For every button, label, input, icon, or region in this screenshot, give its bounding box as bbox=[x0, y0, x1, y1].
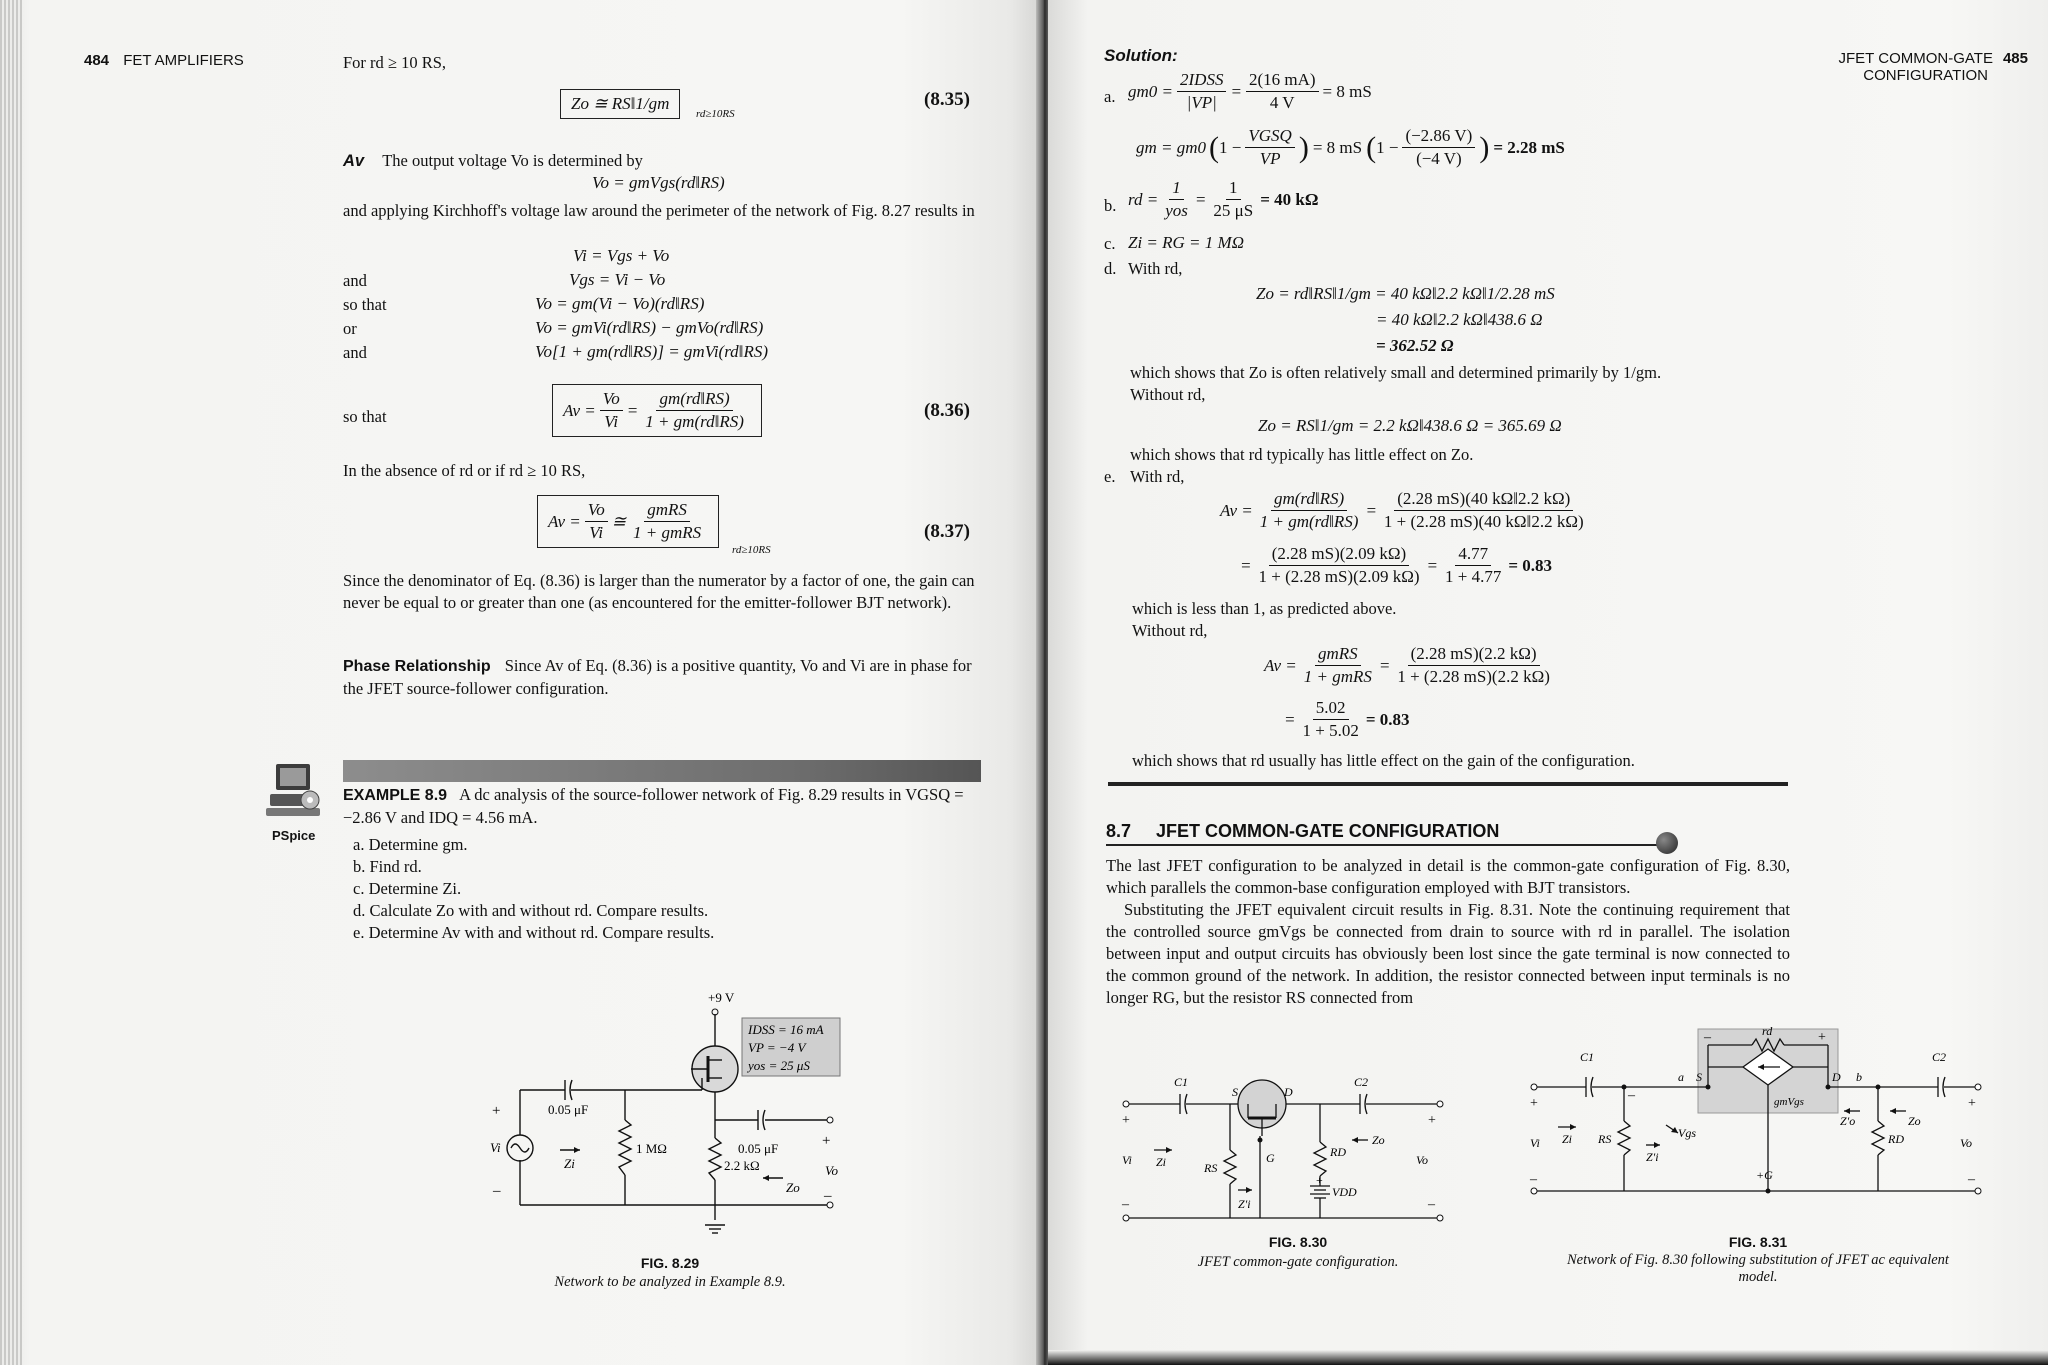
section-number: 8.7 bbox=[1106, 821, 1132, 841]
sol-d-line-1: Zo = rd‖RS‖1/gm = 40 kΩ‖2.2 kΩ‖1/2.28 mS bbox=[1256, 284, 1555, 303]
fig-8-29-r-source: 2.2 kΩ bbox=[724, 1158, 760, 1173]
fig-8-29-caption-text: Network to be analyzed in Example 8.9. bbox=[554, 1274, 786, 1290]
sol-e-eq1: Av = $\frac{gm(rd‖RS)}{1 + gm(rd‖RS)}$ = $\frac{(2.28 mS)(40 k\Omega‖2.2 k\Omega)}{1 + (2.28 mS)(40 k\Omega‖2.2 k\Omega)}$ bbox=[1220, 489, 1591, 532]
fig-8-29-plus: + bbox=[492, 1103, 501, 1119]
fig-8-30-plus: + bbox=[1122, 1113, 1130, 1128]
fig-8-30-zi: Zi bbox=[1156, 1155, 1167, 1169]
fig-8-31-source: gmVgs bbox=[1774, 1096, 1804, 1108]
example-item: b. Find rd. bbox=[353, 857, 422, 876]
fig-8-31-minus: – bbox=[1530, 1172, 1537, 1187]
eq-8-37-ratio-num: Vo bbox=[585, 500, 608, 522]
fig-8-29-out-minus: – bbox=[824, 1188, 832, 1204]
sol-e-eq1-n1: gm(rd‖RS) bbox=[1271, 489, 1347, 511]
sol-e-eq2-n2: 4.77 bbox=[1455, 544, 1491, 566]
fig-8-29-schematic bbox=[480, 990, 850, 1240]
derivation-eq: Vo[1 + gm(rd‖RS)] = gmVi(rd‖RS) bbox=[535, 342, 769, 361]
fig-8-31-plus: + bbox=[1530, 1096, 1538, 1111]
fig-8-31-vgs-minus: – bbox=[1628, 1088, 1635, 1103]
fig-8-31-c1: C1 bbox=[1580, 1050, 1595, 1064]
chapter-section-title: JFET COMMON-GATE bbox=[1838, 50, 1993, 67]
derivation-label: so that bbox=[343, 295, 387, 314]
sol-a-label: a. bbox=[1104, 87, 1116, 106]
sol-b-eq: rd = $\frac{1}{\text{yos}}$ = $\frac{1}{25 \mu S}$ = 40 kΩ bbox=[1128, 178, 1319, 220]
fig-8-31-out-minus: – bbox=[1968, 1172, 1975, 1187]
fig-8-29-out-plus: + bbox=[822, 1133, 831, 1149]
fig-8-29-vp: VP = −4 V bbox=[748, 1040, 806, 1055]
example-item: a. Determine gm. bbox=[353, 835, 468, 854]
chapter-title: FET AMPLIFIERS bbox=[123, 52, 244, 69]
fig-8-30-vo: Vo bbox=[1416, 1153, 1428, 1167]
chapter-section-title-2: CONFIGURATION bbox=[1863, 67, 1988, 84]
sol-b-result: = 40 kΩ bbox=[1260, 189, 1319, 209]
sol-e-eq4-result: = 0.83 bbox=[1365, 709, 1410, 729]
eq-8-37-box bbox=[537, 495, 719, 548]
fig-8-31-d: D bbox=[1832, 1070, 1841, 1084]
sol-b-d2: 25 μS bbox=[1213, 201, 1254, 220]
sol-e-eq1-lhs: Av = bbox=[1220, 500, 1253, 520]
eq-8-37-approx: ≅ bbox=[611, 511, 626, 531]
sol-c-eq: Zi = RG = 1 MΩ bbox=[1128, 233, 1244, 252]
sol-a-eq1-n1: 2IDSS bbox=[1177, 70, 1226, 92]
derivation-eq: Vi = Vgs + Vo bbox=[573, 246, 670, 265]
fig-8-31-zi2: Z′i bbox=[1646, 1150, 1659, 1164]
eq-8-36-ratio-num: Vo bbox=[600, 389, 623, 411]
page-edge bbox=[0, 0, 22, 1365]
sol-e-note2: which shows that rd usually has little effect on the gain of the configuration. bbox=[1132, 751, 1635, 770]
sol-c-label: c. bbox=[1104, 234, 1116, 253]
fig-8-30-zo: Zo bbox=[1372, 1133, 1385, 1147]
fig-8-31-s: S bbox=[1696, 1070, 1702, 1084]
sol-e-eq3-n2: (2.28 mS)(2.2 kΩ) bbox=[1408, 644, 1540, 666]
running-head bbox=[84, 52, 244, 69]
page-bottom-shadow bbox=[1048, 1350, 2048, 1365]
sol-e-eq1-d1: 1 + gm(rd‖RS) bbox=[1259, 512, 1359, 531]
running-head-right bbox=[1839, 50, 2028, 84]
sol-a-eq2-n2: (−2.86 V) bbox=[1402, 126, 1475, 148]
fig-8-29-zo: Zo bbox=[786, 1180, 800, 1195]
section-paragraph-2: Substituting the JFET equivalent circuit results in Fig. 8.31. Note the continuing requirement that the controlled source gmVgs be connected from drain to source with rd in parallel. The isolation between input and output circuits has obviously been lost since the gate terminal is now connected to the common ground of the network. In addition, the resistor connected between input terminals is no longer RG, but the resistor RS connected from bbox=[1106, 900, 1790, 1007]
kvl-text: and applying Kirchhoff's voltage law around the perimeter of the network of Fig. 8.27 results in bbox=[343, 201, 975, 220]
fig-8-31-a: a bbox=[1678, 1070, 1684, 1084]
sol-e-with: With rd, bbox=[1130, 467, 1185, 486]
phase-text: Since Av of Eq. (8.36) is a positive quantity, Vo and Vi are in phase for the JFET source-follower configuration. bbox=[343, 656, 972, 698]
fig-8-31-rD: RD bbox=[1888, 1132, 1904, 1146]
fig-8-29-c-in: 0.05 μF bbox=[548, 1102, 589, 1117]
fig-8-31-rd-plus: + bbox=[1818, 1030, 1826, 1045]
fig-8-31-g: +G bbox=[1756, 1168, 1773, 1182]
eq-8-35-number: (8.35) bbox=[924, 89, 970, 110]
fig-8-29-minus: – bbox=[493, 1183, 501, 1199]
fig-8-30-rd: RD bbox=[1330, 1145, 1346, 1159]
derivation-line bbox=[343, 342, 943, 366]
derivation-line bbox=[343, 270, 943, 294]
derivation-line bbox=[343, 294, 943, 318]
page-number-right: 485 bbox=[2002, 50, 2028, 67]
eq-8-37-number: (8.37) bbox=[924, 521, 970, 542]
sol-a-eq2: gm = gm0 ( 1 − $\frac{\text{VGSQ}}{VP}$ ) = 8 mS ( 1 − $\frac{(-2.86 V)}{(-4 V)}$ ) = 2.28 mS bbox=[1136, 126, 1565, 168]
fig-8-31-caption-title: FIG. 8.31 bbox=[1728, 1234, 1788, 1250]
fig-8-31-zo: Zo bbox=[1908, 1114, 1921, 1128]
example-item: e. Determine Av with and without rd. Compare results. bbox=[353, 923, 715, 942]
sol-a-eq2-d2: (−4 V) bbox=[1416, 149, 1462, 168]
fig-8-30-out-minus: – bbox=[1428, 1197, 1435, 1212]
fig-8-31-rd-minus: – bbox=[1704, 1030, 1711, 1045]
sol-d-without-eq: Zo = RS‖1/gm = 2.2 kΩ‖438.6 Ω = 365.69 Ω bbox=[1258, 416, 1562, 435]
sol-b-label: b. bbox=[1104, 196, 1117, 215]
fig-8-30-d: D bbox=[1284, 1085, 1293, 1099]
fig-8-31-caption-text: Network of Fig. 8.30 following substitution of JFET ac equivalent model. bbox=[1567, 1252, 1949, 1285]
eq-8-35-condition: rd≥10RS bbox=[696, 108, 735, 120]
sol-d-line-3: = 362.52 Ω bbox=[1376, 336, 1454, 355]
section-underline bbox=[1106, 844, 1666, 846]
example-banner bbox=[343, 760, 981, 782]
derivation-label: and bbox=[343, 343, 367, 362]
fig-8-30-caption-text: JFET common-gate configuration. bbox=[1197, 1254, 1399, 1270]
sol-a-eq1-d1: |VP| bbox=[1186, 93, 1217, 112]
fig-8-30-out-plus: + bbox=[1428, 1113, 1436, 1128]
eq-8-36-label: so that bbox=[343, 407, 387, 426]
sol-a-eq2-lhs: gm = gm0 bbox=[1136, 137, 1207, 157]
fig-8-30-rs: RS bbox=[1204, 1161, 1218, 1175]
sol-a-eq1-d2: 4 V bbox=[1269, 93, 1295, 112]
fig-8-31-schematic bbox=[1528, 1015, 1988, 1215]
sol-e-eq3-lhs: Av = bbox=[1264, 655, 1297, 675]
section-title: JFET COMMON-GATE CONFIGURATION bbox=[1156, 821, 1500, 841]
fig-8-30-minus: – bbox=[1122, 1197, 1129, 1212]
fig-8-30-c1: C1 bbox=[1174, 1075, 1189, 1089]
fig-8-30-vdd: VDD bbox=[1332, 1185, 1357, 1199]
fig-8-31-vo: Vo bbox=[1960, 1136, 1972, 1150]
sol-a-eq2-d1: VP bbox=[1259, 149, 1281, 168]
fig-8-29-r-gate: 1 MΩ bbox=[636, 1141, 667, 1156]
fig-8-29-idss: IDSS = 16 mA bbox=[748, 1022, 824, 1037]
sol-a-eq1: gm0 = $\frac{\text{2IDSS}}{|VP|}$ = $\frac{2(16 mA)}{4 V}$ = 8 mS bbox=[1128, 70, 1372, 112]
sol-b-lhs: rd = bbox=[1128, 189, 1159, 209]
fig-8-29-vi: Vi bbox=[490, 1140, 501, 1155]
fig-8-31-out-plus: + bbox=[1968, 1096, 1976, 1111]
fig-8-30-zi2: Z′i bbox=[1238, 1197, 1251, 1211]
fig-8-31-c2: C2 bbox=[1932, 1050, 1947, 1064]
eq-8-36-lhs: Av = bbox=[563, 400, 596, 420]
sol-a-eq1-result: = 8 mS bbox=[1322, 81, 1372, 101]
derivation bbox=[343, 246, 943, 366]
derivation-label: and bbox=[343, 271, 367, 290]
fig-8-31-vgs: Vgs bbox=[1678, 1126, 1696, 1140]
sol-a-eq2-result: = 2.28 mS bbox=[1493, 137, 1565, 157]
solution-heading: Solution: bbox=[1104, 46, 1178, 65]
fig-8-30-s: S bbox=[1232, 1085, 1238, 1099]
sol-e-eq1-n2: (2.28 mS)(40 kΩ‖2.2 kΩ) bbox=[1394, 489, 1573, 511]
derivation-line bbox=[343, 318, 943, 342]
sol-e-without: Without rd, bbox=[1132, 621, 1208, 640]
section-paragraph-1: The last JFET configuration to be analyzed in detail is the common-gate configuration of Fig. 8.30, which parallels the common-base configuration employed with BJT transistors. bbox=[1106, 856, 1790, 897]
absence-text: In the absence of rd or if rd ≥ 10 RS, bbox=[343, 461, 586, 480]
eq-8-36-den: 1 + gm(rd‖RS) bbox=[645, 412, 744, 431]
sol-e-eq4: = $\frac{5.02}{1 + 5.02}$ = 0.83 bbox=[1284, 698, 1410, 740]
sol-e-eq4-d1: 1 + 5.02 bbox=[1302, 721, 1359, 740]
page-number: 484 bbox=[84, 52, 110, 69]
pspice-computer-icon bbox=[262, 760, 324, 820]
right-page bbox=[1048, 0, 2048, 1365]
eq-8-36-num: gm(rd‖RS) bbox=[656, 389, 732, 411]
sol-e-eq3-d2: 1 + (2.28 mS)(2.2 kΩ) bbox=[1397, 667, 1550, 686]
example-paragraph bbox=[343, 784, 983, 829]
sol-e-eq1-d2: 1 + (2.28 mS)(40 kΩ‖2.2 kΩ) bbox=[1383, 512, 1584, 531]
eq-8-37-num: gmRS bbox=[644, 500, 690, 522]
example-list bbox=[353, 834, 714, 944]
sol-e-label: e. bbox=[1104, 467, 1116, 486]
sol-e-eq2-d2: 1 + 4.77 bbox=[1445, 567, 1502, 586]
sol-b-n1: 1 bbox=[1169, 178, 1184, 200]
fig-8-29-zi: Zi bbox=[564, 1156, 575, 1171]
fig-8-31-zi: Zi bbox=[1562, 1132, 1573, 1146]
intro-condition: For rd ≥ 10 RS, bbox=[343, 53, 447, 72]
eq-8-36-ratio-den: Vi bbox=[604, 412, 619, 431]
vo-equation: Vo = gmVgs(rd‖RS) bbox=[592, 173, 725, 192]
pspice-label: PSpice bbox=[272, 828, 316, 843]
av-heading: Av bbox=[343, 152, 365, 170]
fig-8-31-rs: RS bbox=[1598, 1132, 1612, 1146]
sol-e-eq4-n1: 5.02 bbox=[1313, 698, 1349, 720]
eq-8-35-box: Zo ≅ RS‖1/gm bbox=[560, 89, 680, 119]
sol-a-eq1-n2: 2(16 mA) bbox=[1246, 70, 1319, 92]
sol-b-d1: yos bbox=[1165, 201, 1188, 220]
fig-8-29-supply: +9 V bbox=[708, 990, 735, 1005]
eq-8-37-den: 1 + gmRS bbox=[632, 523, 702, 542]
sol-e-eq3-n1: gmRS bbox=[1315, 644, 1361, 666]
example-item: d. Calculate Zo with and without rd. Compare results. bbox=[353, 901, 709, 920]
derivation-line bbox=[343, 246, 943, 270]
fig-8-31-vi: Vi bbox=[1530, 1136, 1540, 1150]
fig-8-30-g: G bbox=[1266, 1151, 1275, 1165]
sol-d-label: d. bbox=[1104, 259, 1117, 278]
sol-e-eq2-d1: 1 + (2.28 mS)(2.09 kΩ) bbox=[1258, 567, 1420, 586]
fig-8-30-caption-title: FIG. 8.30 bbox=[1268, 1234, 1328, 1250]
sol-d-note2: which shows that rd typically has little effect on Zo. bbox=[1130, 445, 1474, 464]
av-sentence: The output voltage Vo is determined by bbox=[382, 151, 643, 170]
fig-8-30-c2: C2 bbox=[1354, 1075, 1369, 1089]
sol-e-eq3: Av = $\frac{\text{gmRS}}{\text{1 + gmRS}}$ = $\frac{(2.28 mS)(2.2 k\Omega)}{1 + (2.28 mS)(2.2 k\Omega)}$ bbox=[1264, 644, 1557, 687]
example-text: A dc analysis of the source-follower network of Fig. 8.29 results in VGSQ = −2.86 V and IDQ = 4.56 mA. bbox=[343, 785, 964, 827]
sol-a-eq2-n1: VGSQ bbox=[1245, 126, 1294, 148]
sol-d-without: Without rd, bbox=[1130, 385, 1206, 404]
sol-e-eq2-n1: (2.28 mS)(2.09 kΩ) bbox=[1269, 544, 1409, 566]
derivation-eq: Vo = gm(Vi − Vo)(rd‖RS) bbox=[535, 294, 705, 313]
example-heading: EXAMPLE 8.9 bbox=[343, 787, 448, 804]
denominator-text: Since the denominator of Eq. (8.36) is larger than the numerator by a factor of one, the gain can never be equal to or greater than one (as encountered for the emitter-follower BJT network). bbox=[343, 571, 975, 612]
eq-8-37-condition: rd≥10RS bbox=[732, 544, 771, 556]
eq-8-36-box: Av = $\frac{Vo}{Vi}$ = $\frac{gm(rd‖RS)}{1 + gm(rd‖RS)}$ bbox=[552, 384, 762, 437]
eq-8-37-lhs: Av = bbox=[548, 511, 581, 531]
fig-8-29-yos: yos = 25 μS bbox=[748, 1058, 810, 1073]
fig-8-30-vdd-plus: + bbox=[1316, 1173, 1323, 1187]
fig-8-31-rd-small: rd bbox=[1762, 1024, 1773, 1038]
fig-8-31-zo2: Z′o bbox=[1840, 1114, 1856, 1128]
av-paragraph bbox=[343, 150, 643, 172]
sol-d-note: which shows that Zo is often relatively small and determined primarily by 1/gm. bbox=[1130, 363, 1662, 382]
solution-end-rule bbox=[1108, 782, 1788, 786]
section-heading bbox=[1106, 821, 1499, 842]
phase-paragraph bbox=[343, 655, 983, 700]
derivation-eq: Vo = gmVi(rd‖RS) − gmVo(rd‖RS) bbox=[535, 318, 764, 337]
sol-b-n2: 1 bbox=[1226, 178, 1241, 200]
sol-e-eq2-result: = 0.83 bbox=[1508, 555, 1553, 575]
fig-8-30-schematic bbox=[1120, 1068, 1450, 1228]
sol-a-eq2-mid: = 8 mS bbox=[1312, 137, 1363, 157]
fig-8-29-c-out: 0.05 μF bbox=[738, 1141, 779, 1156]
eq-8-37-ratio-den: Vi bbox=[589, 523, 604, 542]
derivation-eq: Vgs = Vi − Vo bbox=[569, 270, 666, 289]
eq-8-36-number: (8.36) bbox=[924, 400, 970, 421]
section-bullet-icon bbox=[1656, 832, 1678, 854]
sol-e-eq3-d1: 1 + gmRS bbox=[1303, 667, 1372, 686]
phase-heading: Phase Relationship bbox=[343, 658, 491, 675]
sol-d-with: With rd, bbox=[1128, 259, 1183, 278]
fig-8-31-b: b bbox=[1856, 1070, 1862, 1084]
sol-d-line-2: = 40 kΩ‖2.2 kΩ‖438.6 Ω bbox=[1376, 310, 1543, 329]
sol-e-note: which is less than 1, as predicted above. bbox=[1132, 599, 1397, 618]
sol-a-eq1-lhs: gm0 = bbox=[1128, 81, 1173, 101]
sol-e-eq2: = $\frac{(2.28 mS)(2.09 k\Omega)}{1 + (2.28 mS)(2.09 k\Omega)}$ = $\frac{4.77}{1 + 4.77}$ = 0.83 bbox=[1240, 544, 1553, 586]
fig-8-29-caption-title: FIG. 8.29 bbox=[640, 1255, 700, 1271]
fig-8-30-vi: Vi bbox=[1122, 1153, 1132, 1167]
fig-8-29-vo: Vo bbox=[825, 1163, 838, 1178]
example-item: c. Determine Zi. bbox=[353, 879, 462, 898]
derivation-label: or bbox=[343, 319, 357, 338]
